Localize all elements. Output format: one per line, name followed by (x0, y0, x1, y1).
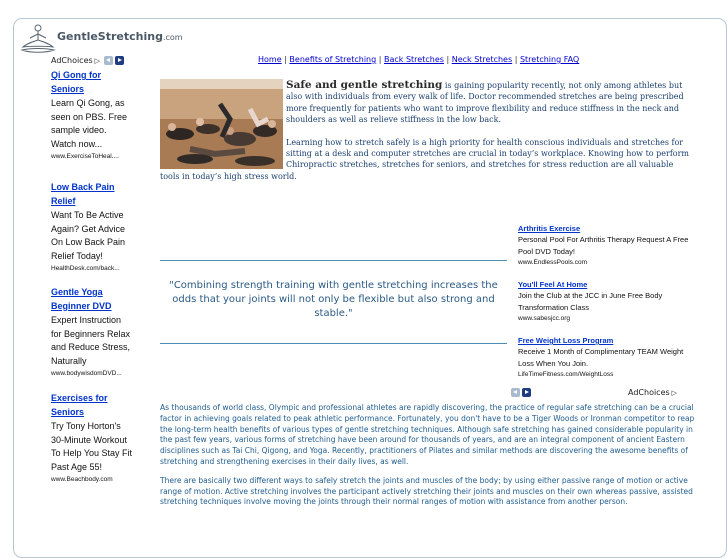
quote-divider-top (160, 260, 507, 261)
article-paragraph: As thousands of world class, Olympic and professional athletes are rapidly discovering, the practice of regular safe stretching can be a crucial factor in achieving goals related to peak athletic performance. Fortunately, you don't have to be a Tiger Woods or Ironman competitor to reap the long-term health benefits of various types of gentle stretching techniques. Although safe stretching has gained considerable popularity in the past few years, various forms of stretching have been around for thousands of years, and are an integral component of ancient Eastern disciplines such as Tai Chi, Qigong, and Yoga. Recently, practitioners of Pilates and similar methods are discovering the awesome benefits of stretching and strengthening exercises in their daily lives, as well. (160, 403, 695, 466)
article-paragraph: There are basically two different ways to safely stretch the joints and muscles of the body; by using either passive range of motion or active range of motion. Active stretching involves the participant actively stretching their joints and muscles on their own whereas passive, assisted stretching techniques involve moving the joints through their normal ranges of motion with assistance from another person. (160, 475, 693, 507)
nav-neck-stretches[interactable]: Neck Stretches (451, 55, 513, 64)
left-ad-2[interactable] (51, 181, 133, 272)
nav-back-stretches[interactable]: Back Stretches (384, 55, 444, 64)
ads-prev-button[interactable] (511, 388, 520, 397)
ad-title-link[interactable]: Gentle Yoga Beginner DVD (51, 287, 112, 311)
right-ad-2[interactable] (518, 279, 698, 324)
site-logo[interactable] (20, 22, 220, 56)
left-ad-1[interactable] (51, 69, 133, 160)
ad-title-link[interactable]: Free Weight Loss Program (518, 336, 614, 345)
intro-lead: Safe and gentle stretching (286, 79, 443, 91)
pull-quote: "Combining strength training with gentle stretching increases the odds that your joints will not only be flexible but also strong and stable." (169, 280, 498, 319)
nav-stretching-faq[interactable]: Stretching FAQ (519, 55, 580, 64)
ad-body: Receive 1 Month of Complimentary TEAM Weight Loss When You Join. (518, 347, 684, 368)
site-tld: .com (162, 33, 183, 42)
ad-url[interactable]: www.EndlessPools.com (518, 258, 587, 266)
site-name: GentleStretching (57, 30, 163, 43)
adchoices-label: AdChoices (628, 388, 670, 397)
ad-url[interactable]: www.sabesjcc.org (518, 314, 571, 322)
right-ad-1[interactable] (518, 223, 698, 268)
ad-body: Want To Be Active Again? Get Advice On Low Back Pain Relief Today! (51, 210, 126, 261)
top-nav: Home | Benefits of Stretching | Back Stretches | Neck Stretches | Stretching FAQ (258, 55, 580, 64)
intro-p2: Learning how to stretch safely is a high priority for health conscious individuals and stretches for sitting at a desk and computer stretches are crucial in today’s workplace. Knowing how to perform Chiropractic stretches, stretches for seniors, and stretches for stress reduction are all valuable tools in today’s high stress world. (160, 137, 690, 181)
ad-body: Learn Qi Gong, as seen on PBS. Free sample video. Watch now... (51, 98, 128, 149)
ad-body: Expert Instruction for Beginners Relax and Reduce Stress, Naturally (51, 315, 131, 366)
ad-url[interactable]: HealthDesk.com/back... (51, 265, 120, 272)
article-body (160, 403, 698, 516)
adchoices-icon: ▷ (671, 388, 678, 397)
nav-benefits[interactable]: Benefits of Stretching (289, 55, 377, 64)
ad-title-link[interactable]: Low Back Pain Relief (51, 182, 115, 206)
ad-body: Personal Pool For Arthritis Therapy Request A Free Pool DVD Today! (518, 235, 689, 256)
right-ad-3[interactable] (518, 335, 698, 380)
ad-url[interactable]: www.bodywisdomDVD... (51, 370, 122, 377)
intro-p1: is gaining popularity recently, not only among athletes but also with individuals from every walk of life. Doctor recommended stretches are being prescribed more frequently for patients who want to improve flexibility and reduce stiffness in the neck and shoulders as well as relieve stiffness in the low back. (286, 81, 684, 125)
quote-divider-bottom (160, 343, 507, 344)
left-ad-3[interactable] (51, 286, 133, 377)
ad-title-link[interactable]: You'll Feel At Home (518, 280, 588, 289)
ads-prev-button[interactable] (104, 56, 113, 65)
ads-next-button[interactable] (522, 388, 531, 397)
intro-text (160, 80, 690, 182)
right-adchoices[interactable] (511, 388, 677, 397)
ad-title-link[interactable]: Exercises for Seniors (51, 393, 108, 417)
ad-title-link[interactable]: Qi Gong for Seniors (51, 70, 101, 94)
ad-url[interactable]: www.ExerciseToHeal.... (51, 153, 119, 160)
ad-url[interactable]: LifeTimeFitness.com/WeightLoss (518, 370, 614, 378)
ad-body: Try Tony Horton's 30-Minute Workout To Help You Stay Fit Past Age 55! (51, 421, 133, 472)
ad-url[interactable]: www.Beachbody.com (51, 476, 113, 483)
nav-home[interactable]: Home (258, 55, 282, 64)
ad-title-link[interactable]: Arthritis Exercise (518, 224, 581, 233)
ad-body: Join the Club at the JCC in June Free Body Transformation Class (518, 291, 663, 312)
left-adchoices[interactable] (51, 56, 124, 65)
adchoices-icon: ▷ (94, 56, 101, 65)
left-ad-4[interactable] (51, 392, 133, 483)
adchoices-label: AdChoices (51, 56, 93, 65)
ads-next-button[interactable] (115, 56, 124, 65)
yoga-figure-icon (20, 22, 56, 56)
